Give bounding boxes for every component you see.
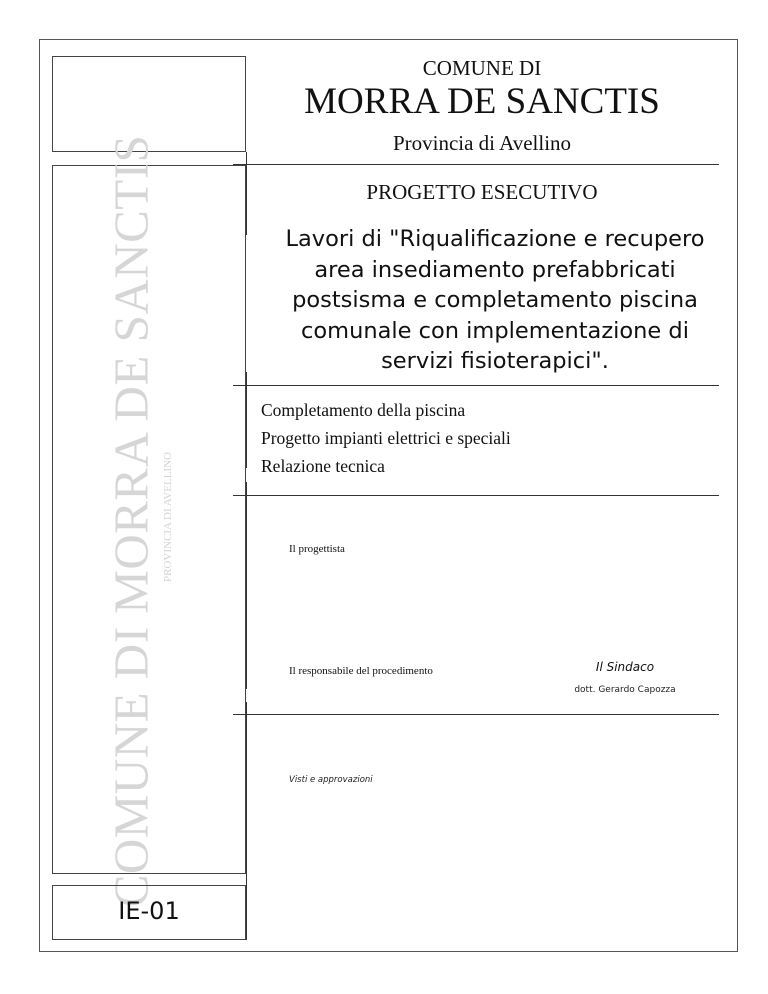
divider-4 bbox=[233, 714, 719, 715]
mayor-name: dott. Gerardo Capozza bbox=[574, 685, 676, 695]
municipality-name: MORRA DE SANCTIS bbox=[304, 81, 660, 122]
vertical-subtitle: PROVINCIA DI AVELLINO bbox=[162, 452, 174, 582]
vertical-title: COMUNE DI MORRA DE SANCTIS bbox=[103, 134, 159, 908]
description-line: servizi fisioterapici". bbox=[381, 348, 609, 374]
divider-1 bbox=[233, 164, 719, 165]
divider-3 bbox=[233, 495, 719, 496]
document-line: Progetto impianti elettrici e speciali bbox=[261, 428, 511, 448]
approvals-label: Visti e approvazioni bbox=[289, 775, 373, 785]
province-name: Provincia di Avellino bbox=[392, 131, 572, 155]
vdivider-2 bbox=[246, 372, 247, 468]
designer-label: Il progettista bbox=[289, 543, 345, 555]
project-description bbox=[252, 224, 738, 377]
vdivider-3 bbox=[246, 482, 247, 689]
project-phase: PROGETTO ESECUTIVO bbox=[366, 180, 598, 204]
divider-2 bbox=[233, 385, 719, 386]
manager-label: Il responsabile del procedimento bbox=[289, 665, 433, 677]
description-line: comunale con implementazione di bbox=[301, 317, 689, 344]
document-code: IE-01 bbox=[118, 897, 180, 925]
header-line1: COMUNE DI bbox=[422, 56, 542, 80]
vdivider-4 bbox=[246, 702, 247, 940]
description-line: area insediamento prefabbricati bbox=[314, 256, 676, 283]
description-line: postsisma e completamento piscina bbox=[292, 287, 698, 313]
mayor-title: Il Sindaco bbox=[595, 660, 655, 674]
document-line: Completamento della piscina bbox=[261, 400, 466, 420]
document-line: Relazione tecnica bbox=[261, 456, 385, 476]
description-line: Lavori di "Riqualificazione e recupero bbox=[285, 226, 705, 252]
